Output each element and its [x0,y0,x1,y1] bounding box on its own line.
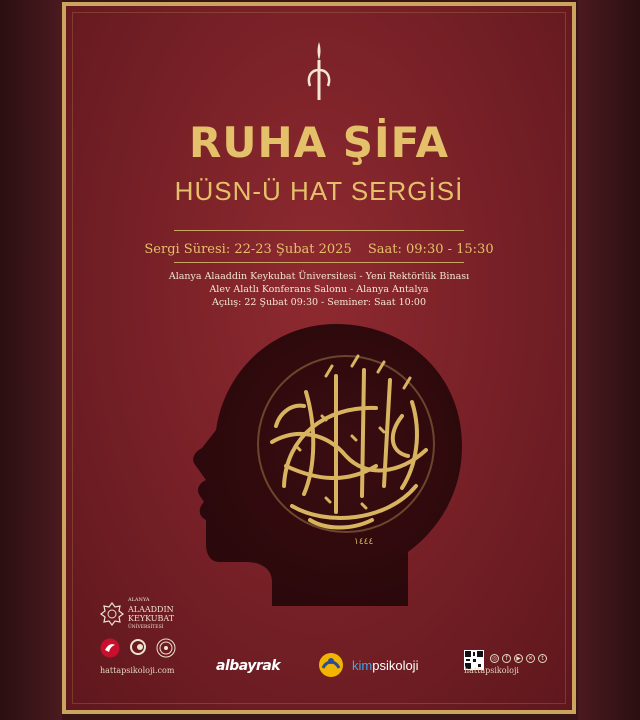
university-name-1: ALAADDIN [128,605,174,614]
kim-psikoloji-rest: psikoloji [372,658,419,673]
tulip-emblem-icon [302,40,336,104]
x-icon[interactable]: ✕ [527,655,534,662]
website-left: hattapsikoloji.com [100,666,175,675]
organizer-logos [96,596,216,658]
facebook-icon[interactable]: f [502,654,511,663]
university-seal-icon [100,602,124,626]
blurred-background-left [0,0,62,720]
exhibition-time: Saat: 09:30 - 15:30 [367,242,494,257]
blurred-background-right [578,0,640,720]
venue-line-1: Alanya Alaaddin Keykubat Üniversitesi - Yeni Rektörlük Binası [168,271,470,282]
venue-info [66,270,572,309]
exhibition-duration: Sergi Süresi: 22-23 Şubat 2025 [144,242,352,257]
venue-line-2: Alev Alatlı Konferans Salonu - Alanya Antalya [209,284,429,295]
university-name-2: KEYKUBAT [128,614,175,623]
university-small-label: ALANYA [128,597,150,603]
poster-title: RUHA ŞİFA [189,118,449,167]
youtube-icon[interactable]: ▶ [514,654,523,663]
round-sponsor-logo-icon [318,652,344,678]
website-right: hattapsikoloji [464,666,519,675]
university-logo [100,596,216,632]
divider-bottom [174,262,464,263]
institute-logo-icon [128,638,148,658]
turkish-airlines-logo-icon [100,638,120,658]
instagram-icon[interactable]: ◎ [491,655,498,662]
poster-subtitle: HÜSN-Ü HAT SERGİSİ [174,176,464,206]
venue-line-3: Açılış: 22 Şubat 09:30 - Seminer: Saat 10:00 [211,297,427,308]
university-sub: ÜNİVERSİTESİ [128,625,164,630]
albayrak-logo: albayrak [216,658,281,674]
social-icons [490,654,547,663]
kim-psikoloji-logo [352,658,418,673]
exhibition-poster [62,2,576,714]
calligraphy-year: ١٤٤٤ [354,537,374,547]
circular-seal-logo-icon [156,638,176,658]
divider-top [174,230,464,231]
tumblr-icon[interactable]: t [538,654,547,663]
kim-psikoloji-k: kim [352,658,373,673]
exhibition-dates [66,242,572,257]
head-silhouette-calligraphy [176,316,476,606]
partner-logo-row [100,638,216,658]
